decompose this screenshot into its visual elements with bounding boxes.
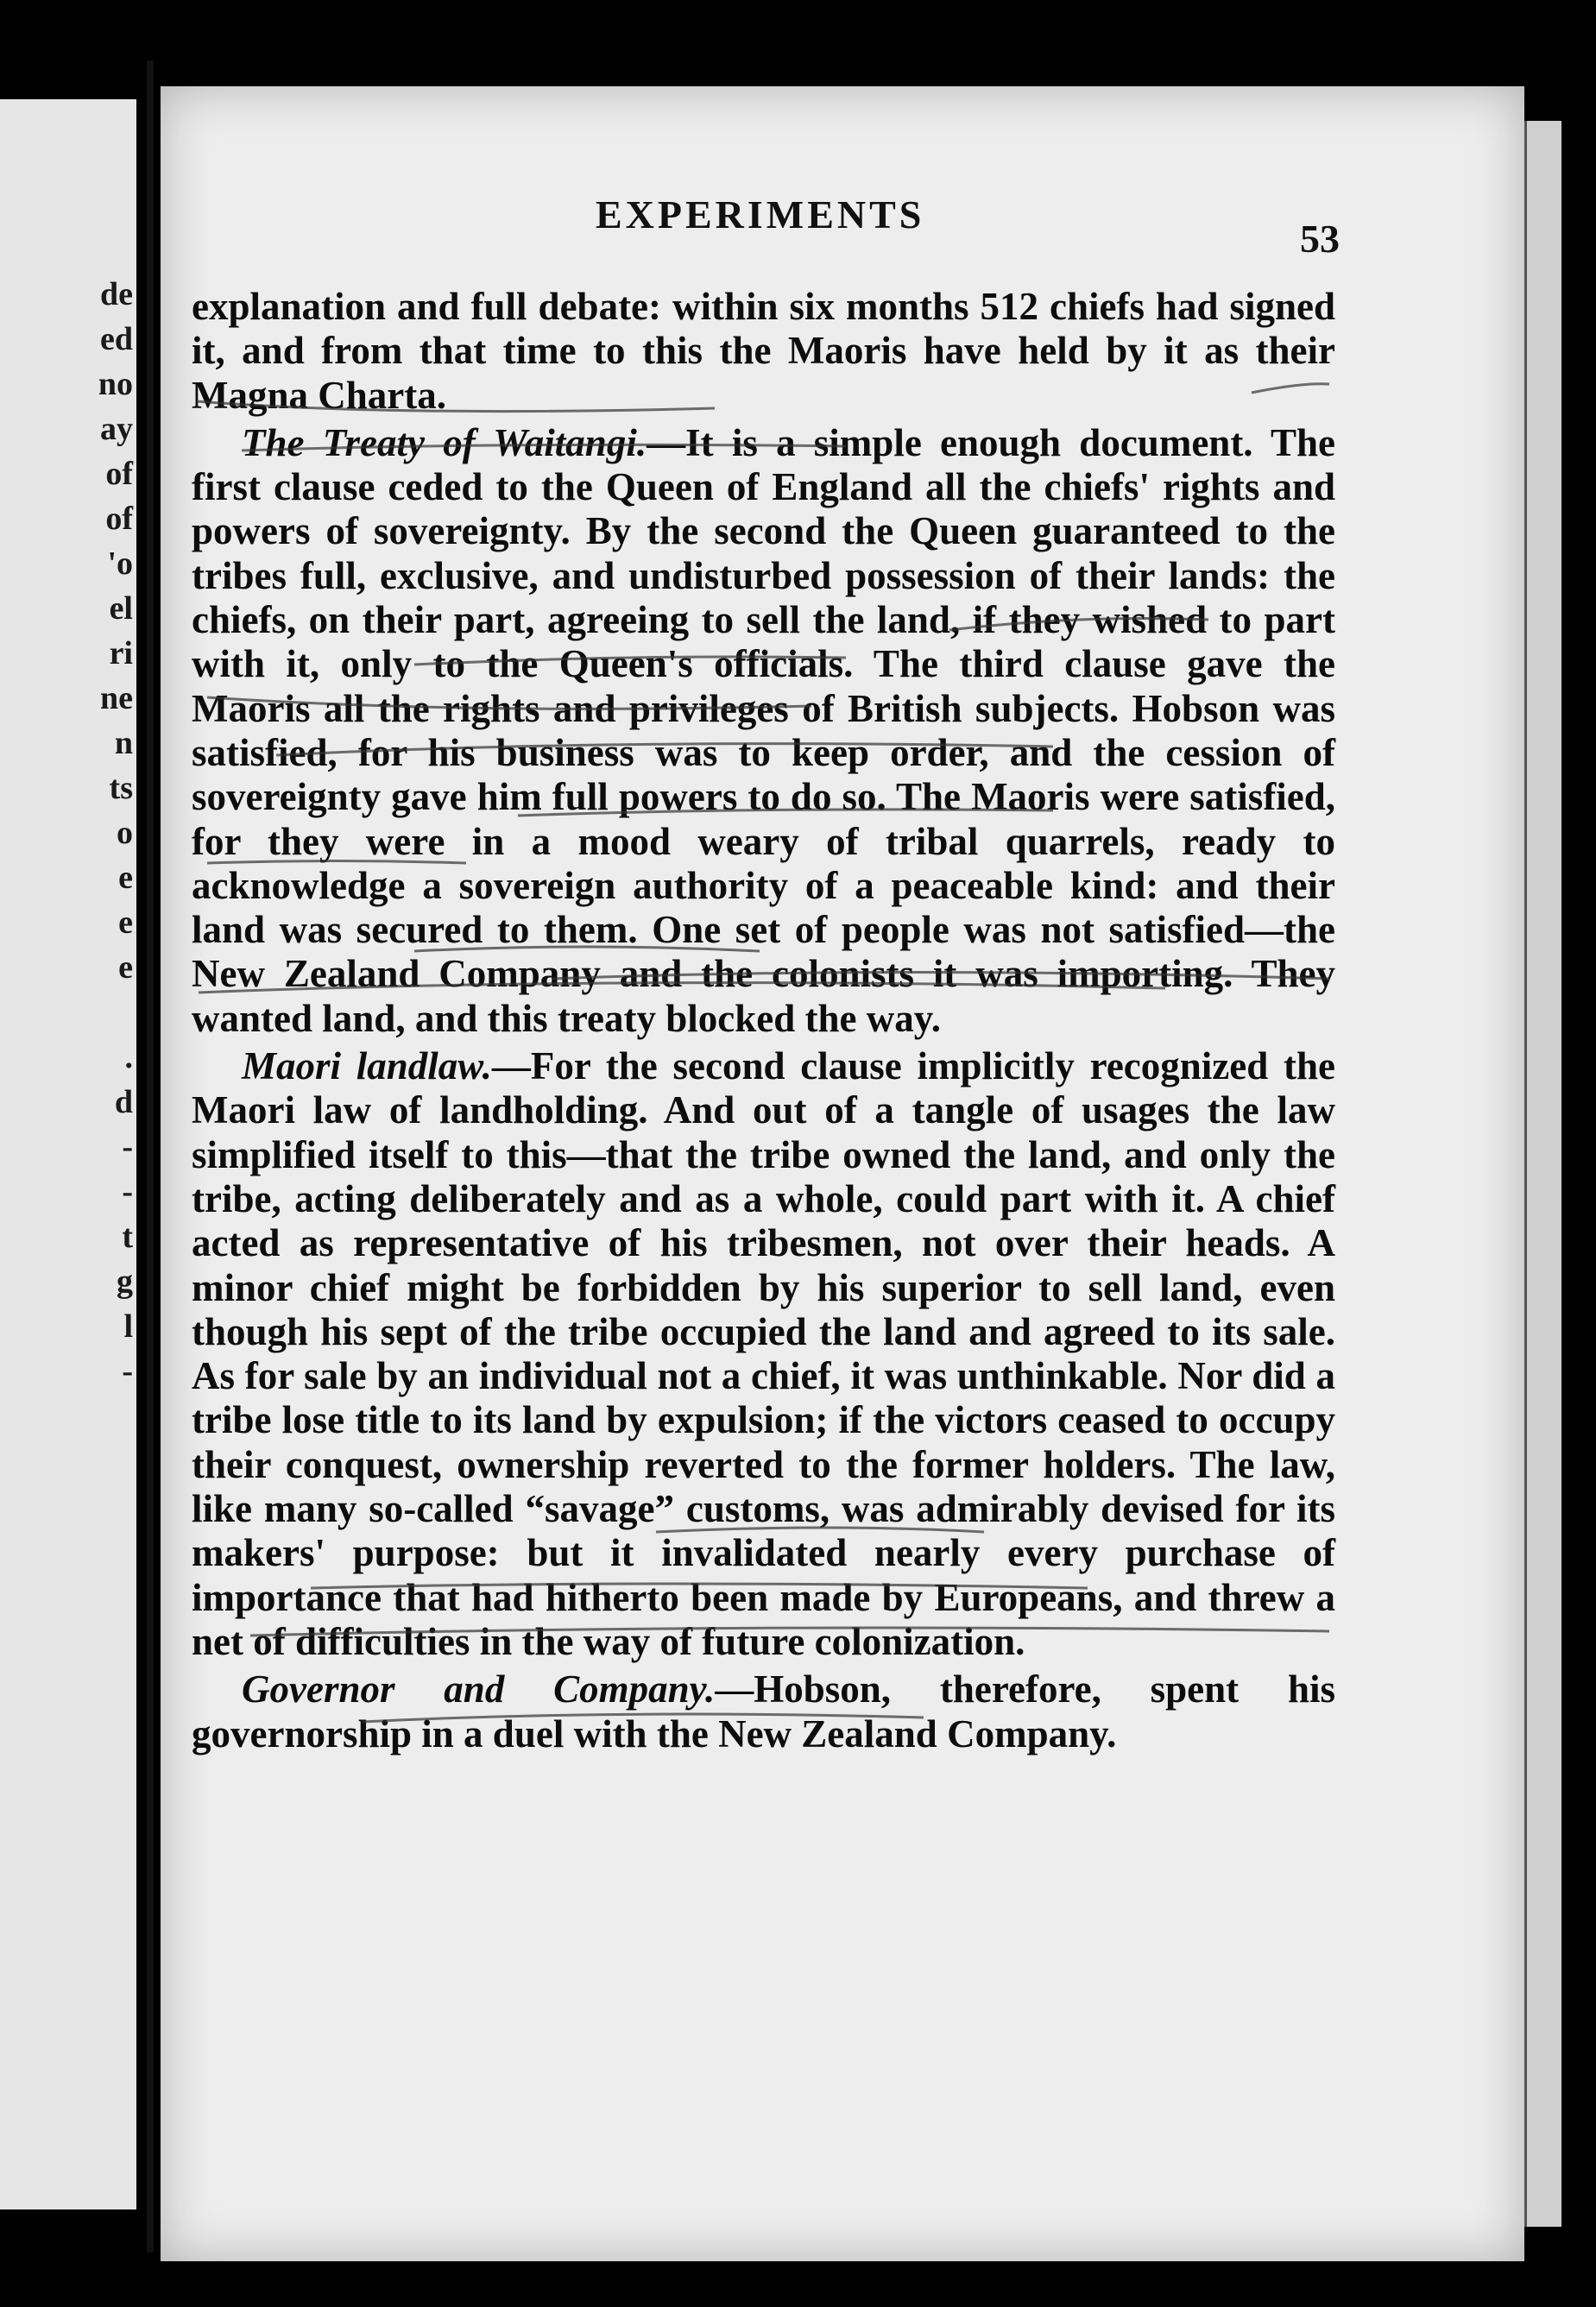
left-page-fragment: t bbox=[122, 1219, 133, 1255]
left-page-fragment: ri bbox=[109, 635, 133, 671]
book-gutter bbox=[147, 60, 154, 2253]
running-head: EXPERIMENTS bbox=[596, 192, 925, 236]
left-page-fragment: g bbox=[117, 1264, 133, 1300]
left-page-fragment: . bbox=[124, 1039, 133, 1075]
paragraph-treaty-of-waitangi bbox=[192, 421, 1335, 1041]
paragraph-continued bbox=[192, 285, 1335, 418]
paragraph-text: —Hobson, therefore, spent his governorship in a duel with the New Zealand Company. bbox=[192, 1667, 1336, 1755]
left-page-fragment: l bbox=[123, 1308, 133, 1345]
paragraph-text: explanation and full debate: within six months 512 chiefs had signed it, and from that time to this the Maoris have held by it as their Magna Charta. bbox=[192, 285, 1335, 417]
left-page-fragment: e bbox=[118, 905, 133, 941]
paragraph-maori-landlaw bbox=[192, 1044, 1335, 1664]
left-page-fragment: ay bbox=[100, 411, 133, 447]
paragraph-text: —For the second clause implicitly recognized the Maori law of landholding. And out of a tangle of usages the law simplified itself to this—that the tribe owned the land, and only the tribe, acting deliberately and as a whole, could part with it. A chief acted as representative of his tribesmen, not over their heads. A minor chief might be forbidden by his superior to sell land, even though his sept of the tribe occupied the land and agreed to its sale. As for sale by an individual not a chief, it was unthinkable. Nor did a tribe lose title to its land by expulsion; if the victors ceased to occupy their conquest, ownership reverted to the former holders. The law, like many so-called “savage” customs, was admirably devised for its makers' purpose: but it invalidated nearly every purchase of importance that had hitherto been made by Europeans, and threw a net of difficulties in the way of future colonization. bbox=[192, 1044, 1335, 1663]
left-page-fragment: ne bbox=[100, 680, 133, 716]
left-page-text-fragments bbox=[3, 272, 133, 1394]
left-page-fragment: - bbox=[122, 1129, 133, 1165]
paragraph-governor-and-company bbox=[192, 1667, 1335, 1756]
left-page-fragment: of bbox=[105, 456, 133, 492]
left-page-fragment: no bbox=[98, 366, 133, 402]
left-page-fragment: e bbox=[118, 949, 133, 986]
left-page-fragment: e bbox=[118, 860, 133, 896]
page-stack-edge bbox=[1524, 121, 1561, 2227]
left-page-edge bbox=[0, 99, 136, 2209]
section-heading: Maori landlaw. bbox=[242, 1044, 492, 1088]
left-page-fragment: de bbox=[100, 276, 133, 312]
body-text bbox=[192, 285, 1335, 1756]
section-heading: Governor and Company. bbox=[242, 1667, 716, 1711]
left-page-fragment bbox=[3, 990, 133, 1035]
left-page-fragment: - bbox=[122, 1174, 133, 1210]
section-heading: The Treaty of Waitangi. bbox=[242, 420, 647, 464]
left-page-fragment: ts bbox=[109, 770, 133, 806]
page-number: 53 bbox=[1300, 217, 1340, 261]
left-page-fragment: el bbox=[109, 590, 133, 627]
left-page-fragment: 'o bbox=[107, 545, 133, 582]
left-page-fragment: o bbox=[117, 815, 133, 851]
left-page-fragment: - bbox=[122, 1353, 133, 1390]
left-page-fragment: d bbox=[114, 1084, 133, 1120]
paragraph-text: —It is a simple enough document. The first clause ceded to the Queen of England all the chiefs' rights and powers of sovereignty. By the second the Queen guaranteed to the tribes full, exclusive, and undisturbed possession of their lands: the chiefs, on their part, agreeing to sell the land, if they wished to part with it, only to the Queen's officials. The third clause gave the Maoris all the rights and privileges of British subjects. Hobson was satisfied, for his business was to keep order, and the cession of sovereignty gave him full powers to do so. The Maoris were satisfied, for they were in a mood weary of tribal quarrels, ready to acknowledge a sovereign authority of a peaceable kind: and their land was secured to them. One set of people was not satisfied—the New Zealand Company and the colonists it was importing. They wanted land, and this treaty blocked the way. bbox=[192, 420, 1335, 1040]
left-page-fragment: of bbox=[105, 501, 133, 537]
left-page-fragment: ed bbox=[100, 321, 133, 357]
left-page-fragment: n bbox=[114, 725, 133, 761]
